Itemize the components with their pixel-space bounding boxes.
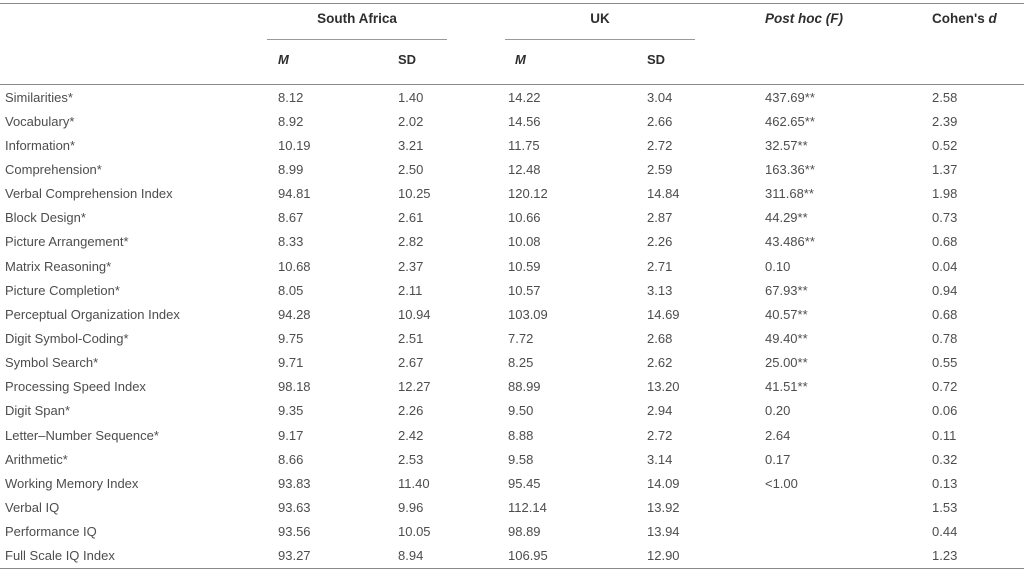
cell-sa-mean: 93.56 bbox=[278, 524, 311, 540]
cell-sa-sd: 2.42 bbox=[398, 427, 424, 443]
cell-sa-sd: 2.53 bbox=[398, 451, 424, 467]
table-row bbox=[0, 157, 1024, 181]
cell-sa-mean: 9.71 bbox=[278, 355, 304, 371]
table-row bbox=[0, 471, 1024, 495]
table-header bbox=[0, 0, 1024, 85]
cell-sa-sd: 9.96 bbox=[398, 499, 424, 515]
cell-sa-mean: 94.81 bbox=[278, 186, 311, 202]
cell-sa-sd: 8.94 bbox=[398, 548, 424, 564]
cell-cohens-d: 0.73 bbox=[932, 210, 958, 226]
col-header-sa-mean: M bbox=[278, 52, 289, 67]
cell-sa-mean: 93.63 bbox=[278, 499, 311, 515]
cell-sa-mean: 98.18 bbox=[278, 379, 311, 395]
cell-sa-mean: 9.75 bbox=[278, 330, 304, 346]
row-label: Verbal IQ bbox=[5, 499, 60, 515]
cell-uk-mean: 9.50 bbox=[508, 403, 534, 419]
cell-uk-mean: 98.89 bbox=[508, 524, 541, 540]
cell-cohens-d: 0.44 bbox=[932, 524, 958, 540]
cell-sa-sd: 10.25 bbox=[398, 186, 431, 202]
cell-uk-mean: 7.72 bbox=[508, 330, 534, 346]
cell-cohens-d: 0.94 bbox=[932, 282, 958, 298]
row-label: Letter–Number Sequence* bbox=[5, 427, 159, 443]
table-row bbox=[0, 278, 1024, 302]
cell-uk-mean: 11.75 bbox=[508, 137, 540, 153]
cell-uk-mean: 14.22 bbox=[508, 89, 541, 105]
cell-uk-mean: 120.12 bbox=[508, 186, 548, 202]
cell-sa-mean: 9.17 bbox=[278, 427, 304, 443]
cell-sa-sd: 1.40 bbox=[398, 89, 424, 105]
cell-sa-mean: 8.33 bbox=[278, 234, 304, 250]
table-row bbox=[0, 326, 1024, 350]
cell-posthoc-f: 67.93** bbox=[765, 282, 808, 298]
group-underline-uk bbox=[505, 39, 695, 40]
row-label: Matrix Reasoning* bbox=[5, 258, 112, 274]
table-row bbox=[0, 109, 1024, 133]
row-label: Digit Symbol-Coding* bbox=[5, 330, 129, 346]
group-header-south-africa: South Africa bbox=[317, 11, 397, 26]
cell-posthoc-f: 0.17 bbox=[765, 451, 791, 467]
row-label: Vocabulary* bbox=[5, 113, 75, 129]
cell-uk-sd: 2.68 bbox=[647, 330, 673, 346]
cell-uk-mean: 88.99 bbox=[508, 379, 541, 395]
cell-sa-mean: 8.99 bbox=[278, 161, 304, 177]
cell-sa-sd: 2.51 bbox=[398, 330, 424, 346]
table-row bbox=[0, 85, 1024, 109]
cell-posthoc-f: 32.57** bbox=[765, 137, 808, 153]
table-row bbox=[0, 544, 1024, 568]
row-label: Working Memory Index bbox=[5, 475, 139, 491]
cell-uk-mean: 95.45 bbox=[508, 475, 541, 491]
group-header-uk: UK bbox=[590, 11, 610, 26]
cell-uk-sd: 2.26 bbox=[647, 234, 673, 250]
cohens-d-symbol: d bbox=[988, 11, 997, 26]
table-row bbox=[0, 447, 1024, 471]
cell-posthoc-f: 2.64 bbox=[765, 427, 791, 443]
cell-uk-sd: 13.94 bbox=[647, 524, 680, 540]
cell-cohens-d: 0.72 bbox=[932, 379, 958, 395]
cell-sa-mean: 94.28 bbox=[278, 306, 311, 322]
cell-posthoc-f: 311.68** bbox=[765, 186, 814, 202]
table-row bbox=[0, 351, 1024, 375]
cell-uk-sd: 13.92 bbox=[647, 499, 680, 515]
cell-cohens-d: 1.37 bbox=[932, 161, 958, 177]
cell-sa-mean: 9.35 bbox=[278, 403, 304, 419]
cell-sa-mean: 8.92 bbox=[278, 113, 304, 129]
cell-posthoc-f: <1.00 bbox=[765, 475, 798, 491]
cell-uk-mean: 10.57 bbox=[508, 282, 541, 298]
table-row bbox=[0, 495, 1024, 519]
cell-uk-sd: 2.87 bbox=[647, 210, 673, 226]
cell-uk-sd: 12.90 bbox=[647, 548, 680, 564]
cell-sa-sd: 2.67 bbox=[398, 355, 424, 371]
cell-cohens-d: 0.13 bbox=[932, 475, 958, 491]
cell-cohens-d: 0.52 bbox=[932, 137, 958, 153]
row-label: Block Design* bbox=[5, 210, 86, 226]
cell-cohens-d: 1.23 bbox=[932, 548, 958, 564]
cell-uk-mean: 10.66 bbox=[508, 210, 541, 226]
cell-sa-mean: 93.27 bbox=[278, 548, 311, 564]
cell-cohens-d: 1.98 bbox=[932, 186, 958, 202]
cell-sa-sd: 3.21 bbox=[398, 137, 424, 153]
cell-sa-sd: 2.26 bbox=[398, 403, 424, 419]
table-row bbox=[0, 399, 1024, 423]
cell-posthoc-f: 43.486** bbox=[765, 234, 815, 250]
cell-uk-sd: 3.14 bbox=[647, 451, 673, 467]
cell-cohens-d: 0.55 bbox=[932, 355, 958, 371]
cell-uk-sd: 2.72 bbox=[647, 137, 673, 153]
row-label: Arithmetic* bbox=[5, 451, 68, 467]
cell-cohens-d: 0.06 bbox=[932, 403, 958, 419]
row-label: Comprehension* bbox=[5, 161, 102, 177]
cell-sa-sd: 10.05 bbox=[398, 524, 431, 540]
cell-uk-sd: 2.94 bbox=[647, 403, 673, 419]
cell-posthoc-f: 0.20 bbox=[765, 403, 791, 419]
cell-sa-mean: 93.83 bbox=[278, 475, 311, 491]
table-row bbox=[0, 133, 1024, 157]
row-label: Picture Arrangement* bbox=[5, 234, 129, 250]
row-label: Performance IQ bbox=[5, 524, 97, 540]
cell-uk-mean: 106.95 bbox=[508, 548, 548, 564]
cell-uk-mean: 8.88 bbox=[508, 427, 534, 443]
row-label: Digit Span* bbox=[5, 403, 71, 419]
cell-cohens-d: 0.04 bbox=[932, 258, 958, 274]
cell-posthoc-f: 462.65** bbox=[765, 113, 815, 129]
cell-sa-sd: 10.94 bbox=[398, 306, 431, 322]
cell-uk-sd: 2.59 bbox=[647, 161, 673, 177]
cell-uk-mean: 8.25 bbox=[508, 355, 534, 371]
table-row bbox=[0, 302, 1024, 326]
row-label: Processing Speed Index bbox=[5, 379, 146, 395]
cell-posthoc-f: 44.29** bbox=[765, 210, 808, 226]
cell-sa-sd: 2.37 bbox=[398, 258, 424, 274]
cell-cohens-d: 0.32 bbox=[932, 451, 958, 467]
cell-cohens-d: 2.39 bbox=[932, 113, 958, 129]
table-row bbox=[0, 375, 1024, 399]
cell-uk-sd: 14.84 bbox=[647, 186, 680, 202]
cell-uk-mean: 14.56 bbox=[508, 113, 541, 129]
cell-posthoc-f: 25.00** bbox=[765, 355, 808, 371]
cell-uk-mean: 10.59 bbox=[508, 258, 541, 274]
cell-sa-mean: 8.12 bbox=[278, 89, 304, 105]
cell-uk-sd: 3.13 bbox=[647, 282, 673, 298]
cell-sa-mean: 10.19 bbox=[278, 137, 311, 153]
cell-uk-sd: 3.04 bbox=[647, 89, 673, 105]
table-row bbox=[0, 230, 1024, 254]
col-header-cohens-d bbox=[932, 11, 997, 26]
cell-sa-sd: 2.61 bbox=[398, 210, 424, 226]
cell-sa-sd: 2.11 bbox=[398, 282, 423, 298]
col-header-uk-sd: SD bbox=[647, 52, 666, 67]
cell-posthoc-f: 163.36** bbox=[765, 161, 815, 177]
cell-uk-mean: 9.58 bbox=[508, 451, 534, 467]
cell-sa-sd: 2.02 bbox=[398, 113, 424, 129]
cell-uk-sd: 2.66 bbox=[647, 113, 673, 129]
col-header-uk-mean: M bbox=[515, 52, 526, 67]
cell-cohens-d: 0.68 bbox=[932, 306, 958, 322]
cell-posthoc-f: 41.51** bbox=[765, 379, 808, 395]
row-label: Full Scale IQ Index bbox=[5, 548, 115, 564]
table-body bbox=[0, 85, 1024, 569]
table-row bbox=[0, 206, 1024, 230]
table-row bbox=[0, 254, 1024, 278]
cell-uk-mean: 10.08 bbox=[508, 234, 541, 250]
cell-cohens-d: 0.11 bbox=[932, 427, 957, 443]
cohens-d-prefix: Cohen's bbox=[932, 11, 989, 26]
cell-sa-mean: 8.67 bbox=[278, 210, 304, 226]
col-header-sa-sd: SD bbox=[398, 52, 417, 67]
cell-sa-mean: 8.66 bbox=[278, 451, 304, 467]
cell-uk-sd: 2.71 bbox=[647, 258, 673, 274]
cell-uk-sd: 14.69 bbox=[647, 306, 680, 322]
row-label: Perceptual Organization Index bbox=[5, 306, 180, 322]
cell-uk-mean: 103.09 bbox=[508, 306, 548, 322]
cell-cohens-d: 2.58 bbox=[932, 89, 958, 105]
table-row bbox=[0, 182, 1024, 206]
cell-sa-sd: 12.27 bbox=[398, 379, 431, 395]
cell-sa-sd: 2.82 bbox=[398, 234, 424, 250]
cell-sa-mean: 10.68 bbox=[278, 258, 311, 274]
row-label: Picture Completion* bbox=[5, 282, 120, 298]
cell-sa-mean: 8.05 bbox=[278, 282, 304, 298]
cell-cohens-d: 0.78 bbox=[932, 330, 958, 346]
cell-uk-sd: 2.72 bbox=[647, 427, 673, 443]
table-row bbox=[0, 423, 1024, 447]
cell-sa-sd: 2.50 bbox=[398, 161, 424, 177]
cell-uk-mean: 112.14 bbox=[508, 499, 547, 515]
cell-sa-sd: 11.40 bbox=[398, 475, 430, 491]
cell-uk-sd: 14.09 bbox=[647, 475, 680, 491]
row-label: Similarities* bbox=[5, 89, 73, 105]
cell-posthoc-f: 49.40** bbox=[765, 330, 808, 346]
cell-posthoc-f: 40.57** bbox=[765, 306, 808, 322]
group-underline-south-africa bbox=[267, 39, 447, 40]
cell-cohens-d: 1.53 bbox=[932, 499, 958, 515]
cell-uk-mean: 12.48 bbox=[508, 161, 541, 177]
row-label: Symbol Search* bbox=[5, 355, 99, 371]
cell-cohens-d: 0.68 bbox=[932, 234, 958, 250]
col-header-posthoc-f: Post hoc (F) bbox=[765, 11, 843, 26]
row-label: Information* bbox=[5, 137, 76, 153]
cell-posthoc-f: 0.10 bbox=[765, 258, 791, 274]
table-row bbox=[0, 520, 1024, 544]
cell-uk-sd: 13.20 bbox=[647, 379, 680, 395]
cell-posthoc-f: 437.69** bbox=[765, 89, 815, 105]
cell-uk-sd: 2.62 bbox=[647, 355, 673, 371]
row-label: Verbal Comprehension Index bbox=[5, 186, 173, 202]
